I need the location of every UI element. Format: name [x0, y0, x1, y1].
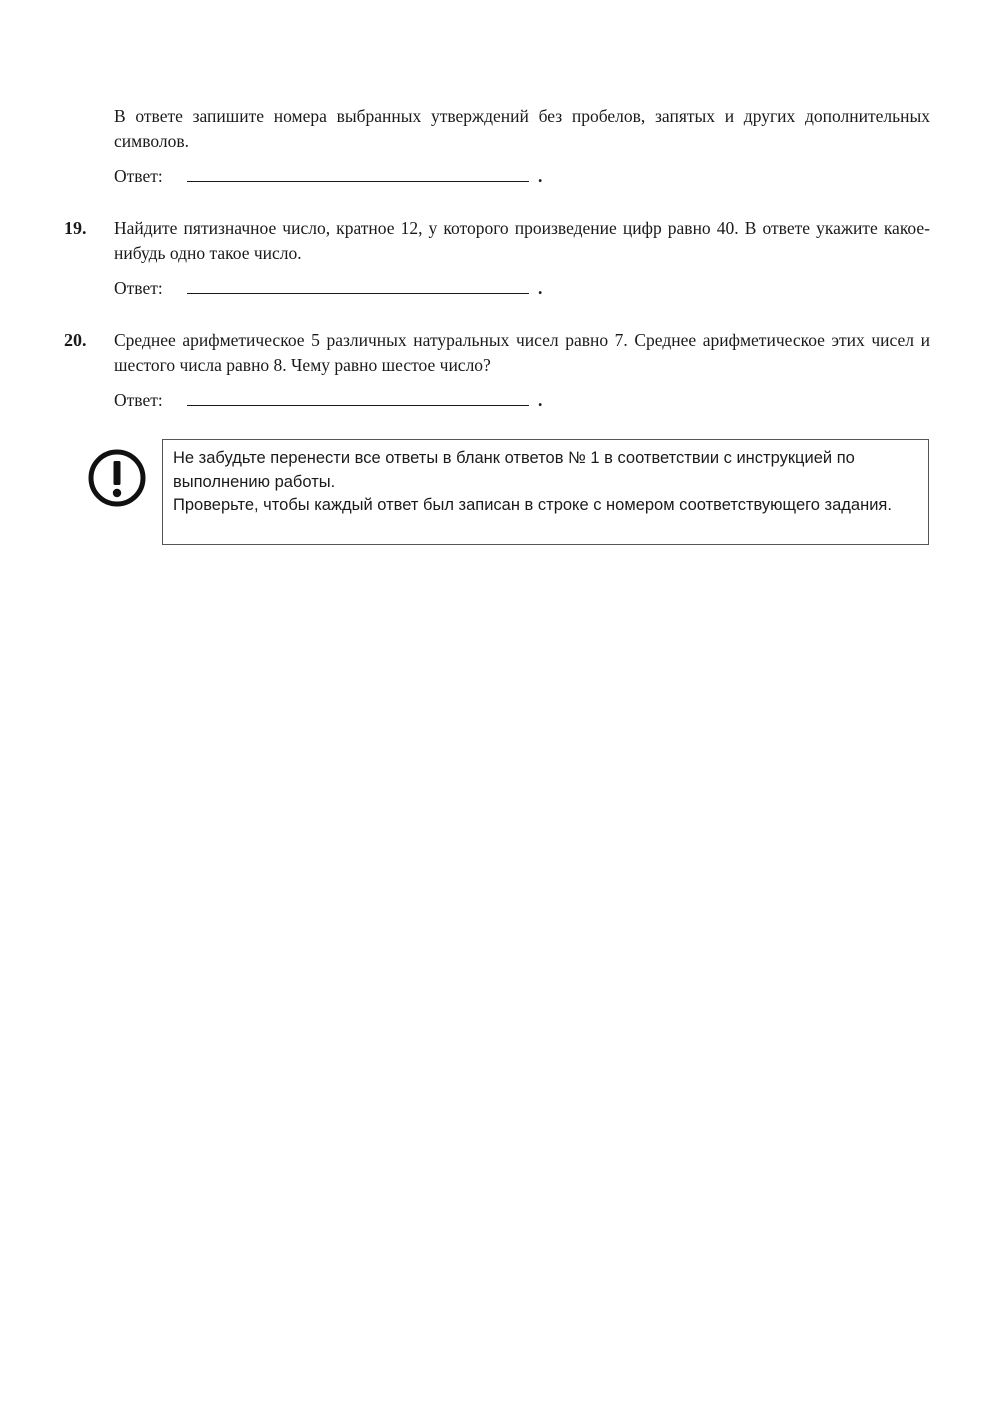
answer-row-18: [114, 163, 542, 188]
task-20-text: Среднее арифметическое 5 различных натуральных чисел равно 7. Среднее арифметическое этих чисел и шестого числа равно 8. Чему равно шестое число?: [114, 330, 930, 375]
answer-row-20: [114, 387, 542, 412]
task-19-text: Найдите пятизначное число, кратное 12, у которого произведение цифр равно 40. В ответе укажите какое-нибудь одно такое число.: [114, 218, 930, 263]
exclamation-circle-icon: [87, 448, 147, 508]
answer-label: Ответ:: [114, 166, 163, 186]
answer-terminator: .: [538, 278, 543, 298]
notice-text-2: Проверьте, чтобы каждый ответ был записан в строке с номером соответствующего задания.: [173, 496, 892, 514]
notice-text-1: Не забудьте перенести все ответы в бланк ответов № 1 в соответствии с инструкцией по выполнению работы.: [173, 449, 855, 491]
answer-label: Ответ:: [114, 278, 163, 298]
answer-field-20[interactable]: [187, 387, 529, 406]
answer-row-19: [114, 275, 542, 300]
answer-field-18[interactable]: [187, 163, 529, 182]
task-19-number: 19.: [64, 218, 87, 238]
answer-field-19[interactable]: [187, 275, 529, 294]
answer-label: Ответ:: [114, 390, 163, 410]
answer-terminator: .: [538, 390, 543, 410]
task-18-instruction: В ответе запишите номера выбранных утверждений без пробелов, запятых и других дополнительных символов.: [114, 106, 930, 151]
task-20-number: 20.: [64, 330, 87, 350]
answer-terminator: .: [538, 166, 543, 186]
notice-box: [162, 439, 929, 545]
